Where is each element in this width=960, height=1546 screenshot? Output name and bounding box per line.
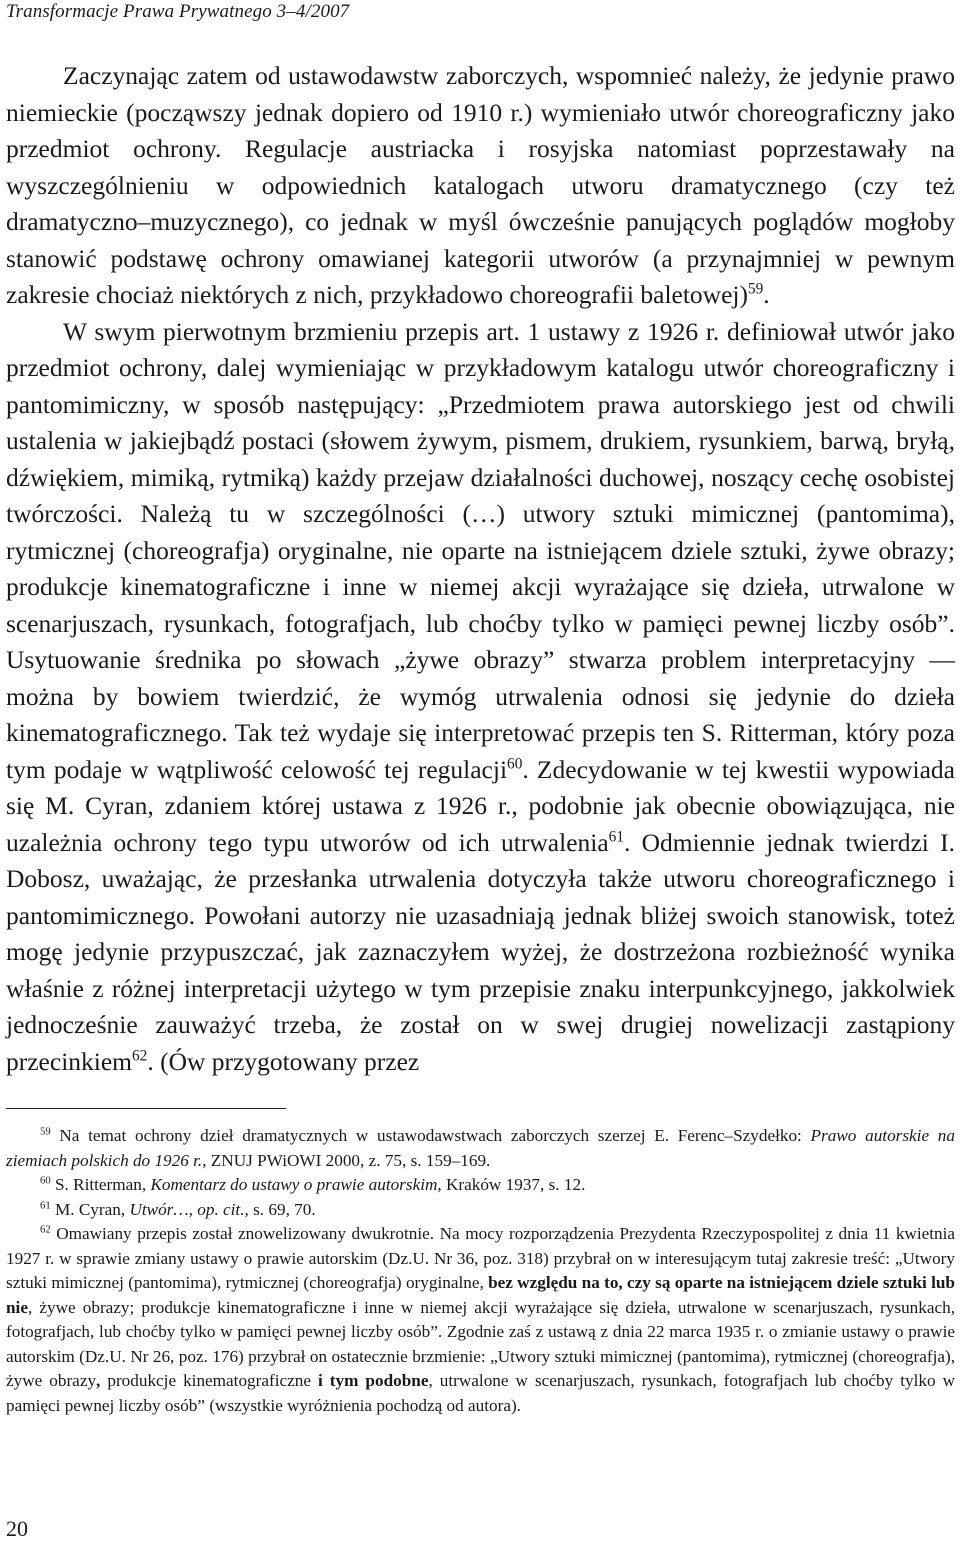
page-number: 20 xyxy=(6,1516,28,1541)
footnote-ref-61[interactable]: 61 xyxy=(608,828,624,845)
footnotes xyxy=(6,1124,955,1418)
paragraph-1: Zaczynając zatem od ustawodawstw zaborczych, wspomnieć należy, że jedynie prawo niemieckie (począwszy jednak dopiero od 1910 r.) wymieniało utwór choreograficzny jako przedmiot ochrony. Regulacje austriacka i rosyjska natomiast poprzestawały na wyszczególnieniu w odpowiednich katalogach utworu dramatycznego (czy też dramatyczno–muzycznego), co jednak w myśl ówcześnie panujących poglądów mogłoby stanowić podstawę ochrony omawianej kategorii utworów (a przynajmniej w pewnym zakresie chociaż niektórych z nich, przykładowo choreografii baletowej)$^{59}$. xyxy=(6,61,955,309)
running-header: Transformacje Prawa Prywatnego 3–4/2007 xyxy=(6,1,350,22)
footnote-60: $^{60}$ S. Ritterman, Komentarz do ustawy o prawie autorskim, Kraków 1937, s. 12. xyxy=(40,1175,586,1194)
footnote-ref-59[interactable]: 59 xyxy=(748,280,764,298)
footnote-ref-60[interactable]: 60 xyxy=(507,755,523,772)
footnote-62: $^{62}$ Omawiany przepis został znowelizowany dwukrotnie. Na mocy rozporządzenia Prezydenta Rzeczypospolitej z dnia 11 kwietnia 1927 r. w sprawie zmiany ustawy o prawie autorskim (Dz.U. Nr 36, poz. 318) przybrał on w interesującym tutaj zakresie treść: „Utwory sztuki mimicznej (pantomima), rytmicznej (choreografja) oryginalne, bez względu na to, czy są oparte na istniejącem dziele sztuki lub nie, żywe obrazy; produkcje kinematograficzne i inne w niemej akcji wyrażające się dzieła, utrwalone w scenarjuszach, rysunkach, fotografjach, lub choćby tylko w pamięci pewnej liczby osób”. Zgodnie zaś z ustawą z dnia 22 marca 1935 r. o zmianie ustawy o prawie autorskim (Dz.U. Nr 26, poz. 176) przybrał on ostatecznie brzmienie: „Utwory sztuki mimicznej (pantomima), rytmicznej (choreografja), żywe obrazy, produkcje kinematograficzne i tym podobne, utrwalone w scenarjuszach, rysunkach, fotografjach lub choćby tylko w pamięci pewnej liczby osób” (wszystkie wyróżnienia pochodzą od autora). xyxy=(6,1224,956,1415)
footnote-ref-62[interactable]: 62 xyxy=(132,1047,148,1064)
footnote-separator xyxy=(6,1108,286,1109)
footnote-61: $^{61}$ M. Cyran, Utwór…, op. cit., s. 69, 70. xyxy=(40,1199,316,1219)
paragraph-2: W swym pierwotnym brzmieniu przepis art. 1 ustawy z 1926 r. definiował utwór jako przedmiot ochrony, dalej wymieniając w przykładowym katalogu utwór choreograficzny i pantomimiczny, w sposób następujący: „Przedmiotem prawa autorskiego jest od chwili ustalenia w jakiejbądź postaci (słowem żywym, pismem, drukiem, rysunkiem, barwą, bryłą, dźwiękiem, mimiką, rytmiką) każdy przejaw działalności duchowej, noszący cechę osobistej twórczości. Należą tu w szczególności (…) utwory sztuki mimicznej (pantomima), rytmicznej (choreografja) oryginalne, nie oparte na istniejącem dziele sztuki, żywe obrazy; produkcje kinematograficzne i inne w niemej akcji wyrażające się dzieła, utrwalone w scenarjuszach, rysunkach, fotografjach, lub choćby tylko w pamięci pewnej liczby osób”. Usytuowanie średnika po słowach „żywe obrazy” stwarza problem interpretacyjny — można by bowiem twierdzić, że wymóg utrwalenia odnosi się jedynie do dzieła kinematograficznego. Tak też wydaje się interpretować przepis ten S. Ritterman, który poza tym podaje w wątpliwość celowość tej regulacji$^{60}$. Zdecydowanie w tej kwestii wypowiada się M. Cyran, zdaniem której ustawa z 1926 r., podobnie jak obecnie obowiązująca, nie uzależnia ochrony tego typu utworów od ich utrwalenia$^{61}$. Odmiennie jednak twierdzi I. Dobosz, uważając, że przesłanka utrwalenia dotyczyła także utworu choreograficznego i pantomimicznego. Powołani autorzy nie uzasadniają jednak bliżej swoich stanowisk, toteż mogę jedynie przypuszczać, jak zaznaczyłem wyżej, że dostrzeżona rozbieżność wynika właśnie z różnej interpretacji użytego w tym przepisie znaku interpunkcyjnego, jakkolwiek jednocześnie zauważyć trzeba, że został on w swej drugiej nowelizacji zastąpiony przecinkiem$^{62}$. (Ów przygotowany przez xyxy=(6,316,955,1076)
main-text xyxy=(6,58,955,1080)
footnote-59: $^{59}$ Na temat ochrony dzieł dramatycznych w ustawodawstwach zaborczych szerzej E. Ferenc–Szydełko: Prawo autorskie na ziemiach polskich do 1926 r., ZNUJ PWiOWI 2000, z. 75, s. 159–169. xyxy=(6,1126,955,1170)
